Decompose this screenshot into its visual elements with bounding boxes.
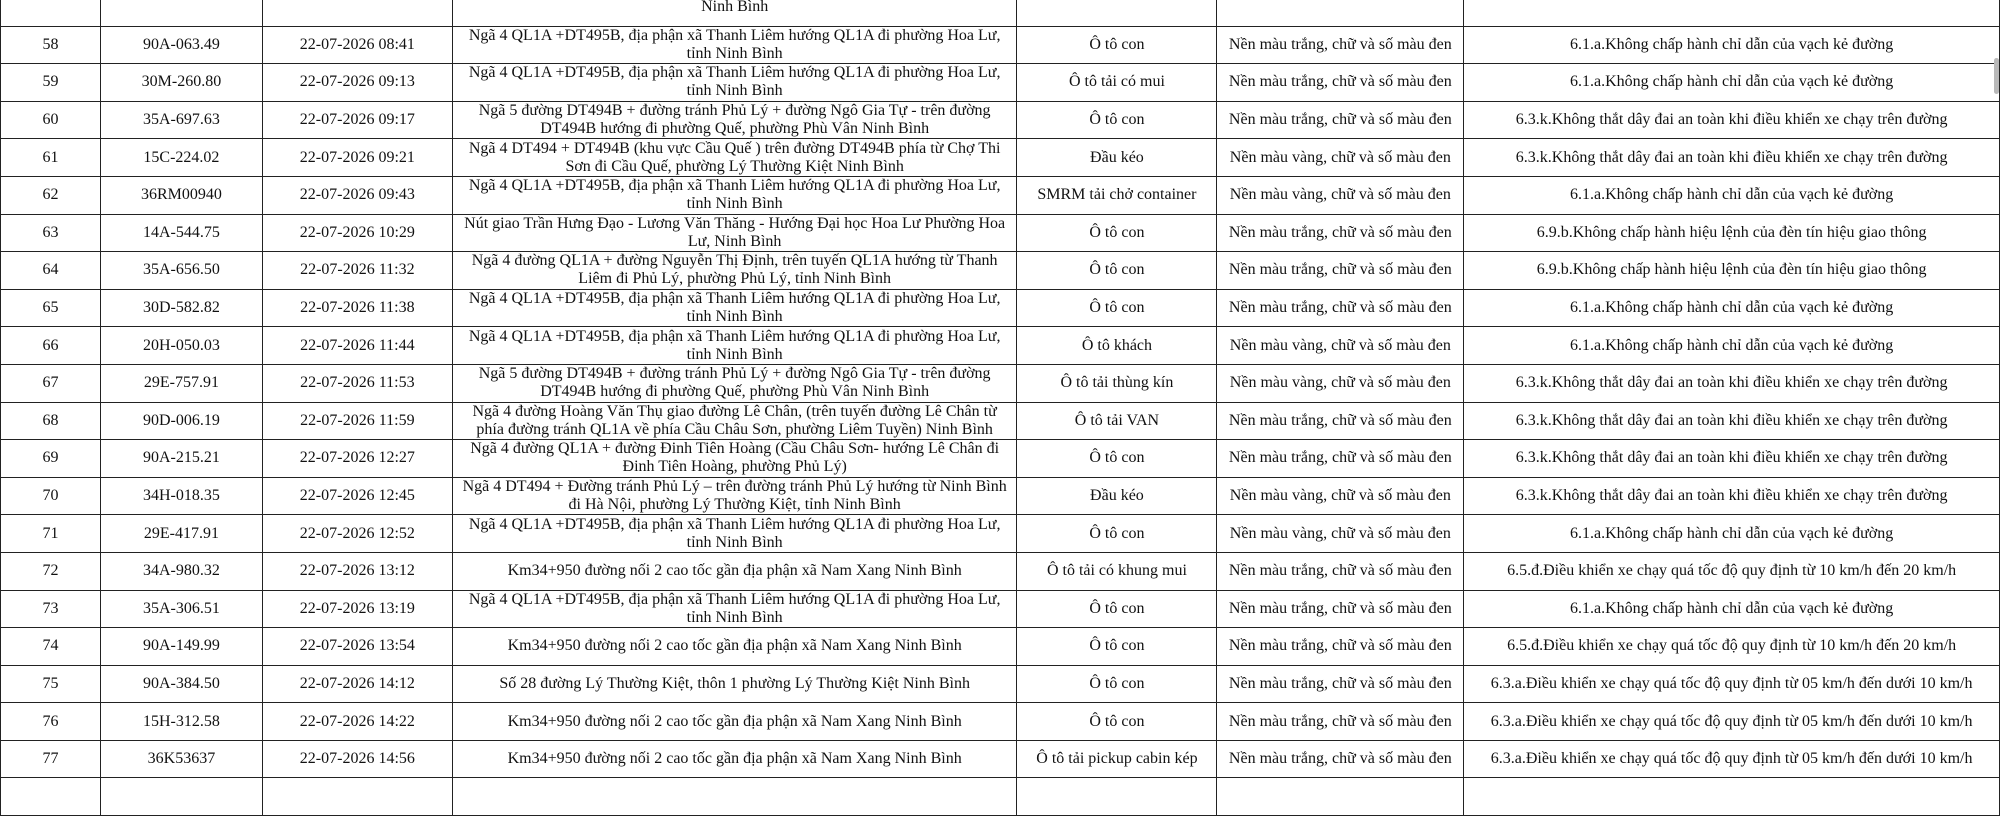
violation-time-cell: 22-07-2026 12:52 — [262, 515, 452, 553]
license-plate-cell: 29E-757.91 — [100, 364, 262, 402]
table-row — [1, 778, 2000, 816]
row-number-cell: 71 — [1, 515, 101, 553]
violation-description-cell: 6.3.a.Điều khiển xe chạy quá tốc độ quy định từ 05 km/h đến dưới 10 km/h — [1464, 703, 2000, 741]
violation-description-cell: 6.3.k.Không thắt dây đai an toàn khi điều khiển xe chạy trên đường — [1464, 440, 2000, 478]
table-row — [1, 64, 2000, 102]
license-plate-cell: 90A-063.49 — [100, 26, 262, 64]
violation-description-cell: 6.5.đ.Điều khiển xe chạy quá tốc độ quy định từ 10 km/h đến 20 km/h — [1464, 552, 2000, 590]
row-number-cell: 70 — [1, 477, 101, 515]
violation-location-cell: Ngã 4 QL1A +DT495B, địa phận xã Thanh Liêm hướng QL1A đi phường Hoa Lư, tỉnh Ninh Bình — [452, 176, 1017, 214]
table-row — [1, 289, 2000, 327]
vehicle-type-cell: Ô tô tải có khung mui — [1017, 552, 1217, 590]
violation-location-cell: Ninh Bình — [452, 0, 1017, 26]
violation-location-cell: Ngã 4 QL1A +DT495B, địa phận xã Thanh Liêm hướng QL1A đi phường Hoa Lư, tỉnh Ninh Bình — [452, 64, 1017, 102]
table-row — [1, 477, 2000, 515]
license-plate-cell: 90D-006.19 — [100, 402, 262, 440]
row-number-cell: 69 — [1, 440, 101, 478]
row-number-cell: 74 — [1, 628, 101, 666]
license-plate-cell: 15C-224.02 — [100, 139, 262, 177]
license-plate-cell: 36RM00940 — [100, 176, 262, 214]
table-row — [1, 628, 2000, 666]
violation-location-cell: Km34+950 đường nối 2 cao tốc gần địa phận xã Nam Xang Ninh Bình — [452, 703, 1017, 741]
violation-time-cell: 22-07-2026 10:29 — [262, 214, 452, 252]
violation-time-cell — [262, 0, 452, 26]
violation-description-cell: 6.9.b.Không chấp hành hiệu lệnh của đèn tín hiệu giao thông — [1464, 214, 2000, 252]
vehicle-type-cell: SMRM tải chở container — [1017, 176, 1217, 214]
row-number-cell: 76 — [1, 703, 101, 741]
violation-description-cell: 6.9.b.Không chấp hành hiệu lệnh của đèn tín hiệu giao thông — [1464, 252, 2000, 290]
violation-description-cell: 6.3.k.Không thắt dây đai an toàn khi điều khiển xe chạy trên đường — [1464, 364, 2000, 402]
row-number-cell: 73 — [1, 590, 101, 628]
row-number-cell: 63 — [1, 214, 101, 252]
plate-color-cell: Nền màu vàng, chữ và số màu đen — [1217, 327, 1464, 365]
row-number-cell: 65 — [1, 289, 101, 327]
vehicle-type-cell: Đầu kéo — [1017, 139, 1217, 177]
vehicle-type-cell — [1017, 0, 1217, 26]
plate-color-cell: Nền màu trắng, chữ và số màu đen — [1217, 740, 1464, 778]
violation-location-cell: Ngã 4 QL1A +DT495B, địa phận xã Thanh Liêm hướng QL1A đi phường Hoa Lư, tỉnh Ninh Bình — [452, 327, 1017, 365]
table-row — [1, 402, 2000, 440]
license-plate-cell: 90A-149.99 — [100, 628, 262, 666]
violation-description-cell: 6.3.k.Không thắt dây đai an toàn khi điều khiển xe chạy trên đường — [1464, 402, 2000, 440]
license-plate-cell: 35A-656.50 — [100, 252, 262, 290]
violation-description-cell — [1464, 778, 2000, 816]
vehicle-type-cell: Ô tô con — [1017, 590, 1217, 628]
violation-description-cell: 6.3.a.Điều khiển xe chạy quá tốc độ quy định từ 05 km/h đến dưới 10 km/h — [1464, 665, 2000, 703]
license-plate-cell: 35A-697.63 — [100, 101, 262, 139]
violation-location-cell: Ngã 5 đường DT494B + đường tránh Phủ Lý + đường Ngô Gia Tự - trên đường DT494B hướng đi phường Quế, phường Phù Vân Ninh Bình — [452, 364, 1017, 402]
row-number-cell: 59 — [1, 64, 101, 102]
license-plate-cell — [100, 0, 262, 26]
row-number-cell: 58 — [1, 26, 101, 64]
violation-location-cell: Số 28 đường Lý Thường Kiệt, thôn 1 phường Lý Thường Kiệt Ninh Bình — [452, 665, 1017, 703]
row-number-cell: 61 — [1, 139, 101, 177]
plate-color-cell: Nền màu trắng, chữ và số màu đen — [1217, 590, 1464, 628]
table-row — [1, 740, 2000, 778]
vehicle-type-cell: Ô tô con — [1017, 214, 1217, 252]
plate-color-cell: Nền màu trắng, chữ và số màu đen — [1217, 101, 1464, 139]
violation-description-cell: 6.1.a.Không chấp hành chỉ dẫn của vạch kẻ đường — [1464, 64, 2000, 102]
row-number-cell: 60 — [1, 101, 101, 139]
violation-description-cell: 6.3.k.Không thắt dây đai an toàn khi điều khiển xe chạy trên đường — [1464, 139, 2000, 177]
license-plate-cell: 90A-384.50 — [100, 665, 262, 703]
violation-location-cell: Ngã 4 QL1A +DT495B, địa phận xã Thanh Liêm hướng QL1A đi phường Hoa Lư, tỉnh Ninh Bình — [452, 289, 1017, 327]
plate-color-cell — [1217, 778, 1464, 816]
plate-color-cell: Nền màu trắng, chữ và số màu đen — [1217, 440, 1464, 478]
plate-color-cell: Nền màu vàng, chữ và số màu đen — [1217, 477, 1464, 515]
license-plate-cell: 34H-018.35 — [100, 477, 262, 515]
violation-location-cell: Nút giao Trần Hưng Đạo - Lương Văn Thăng - Hướng Đại học Hoa Lư Phường Hoa Lư, Ninh Bình — [452, 214, 1017, 252]
violation-location-cell — [452, 778, 1017, 816]
table-row — [1, 252, 2000, 290]
vehicle-type-cell: Ô tô tải VAN — [1017, 402, 1217, 440]
license-plate-cell: 30M-260.80 — [100, 64, 262, 102]
violation-time-cell: 22-07-2026 11:59 — [262, 402, 452, 440]
plate-color-cell: Nền màu trắng, chữ và số màu đen — [1217, 665, 1464, 703]
violation-time-cell: 22-07-2026 13:12 — [262, 552, 452, 590]
table-row — [1, 101, 2000, 139]
table-row — [1, 176, 2000, 214]
violation-location-cell: Ngã 4 QL1A +DT495B, địa phận xã Thanh Liêm hướng QL1A đi phường Hoa Lư, tỉnh Ninh Bình — [452, 26, 1017, 64]
vehicle-type-cell: Ô tô con — [1017, 628, 1217, 666]
plate-color-cell: Nền màu trắng, chữ và số màu đen — [1217, 252, 1464, 290]
plate-color-cell: Nền màu trắng, chữ và số màu đen — [1217, 214, 1464, 252]
plate-color-cell: Nền màu vàng, chữ và số màu đen — [1217, 515, 1464, 553]
violation-description-cell: 6.1.a.Không chấp hành chỉ dẫn của vạch kẻ đường — [1464, 515, 2000, 553]
vehicle-type-cell: Ô tô con — [1017, 289, 1217, 327]
table-row — [1, 0, 2000, 26]
violation-time-cell: 22-07-2026 11:53 — [262, 364, 452, 402]
violation-location-cell: Ngã 5 đường DT494B + đường tránh Phủ Lý + đường Ngô Gia Tự - trên đường DT494B hướng đi phường Quế, phường Phù Vân Ninh Bình — [452, 101, 1017, 139]
violation-time-cell — [262, 778, 452, 816]
plate-color-cell: Nền màu trắng, chữ và số màu đen — [1217, 402, 1464, 440]
violation-location-cell: Ngã 4 QL1A +DT495B, địa phận xã Thanh Liêm hướng QL1A đi phường Hoa Lư, tỉnh Ninh Bình — [452, 590, 1017, 628]
violation-description-cell: 6.3.a.Điều khiển xe chạy quá tốc độ quy định từ 05 km/h đến dưới 10 km/h — [1464, 740, 2000, 778]
table-row — [1, 515, 2000, 553]
row-number-cell: 67 — [1, 364, 101, 402]
violation-time-cell: 22-07-2026 09:13 — [262, 64, 452, 102]
row-number-cell: 64 — [1, 252, 101, 290]
row-number-cell: 77 — [1, 740, 101, 778]
violation-time-cell: 22-07-2026 09:21 — [262, 139, 452, 177]
table-row — [1, 590, 2000, 628]
violation-location-cell: Ngã 4 DT494 + DT494B (khu vực Cầu Quế ) trên đường DT494B phía từ Chợ Thi Sơn đi Cầu Quế, phường Lý Thường Kiệt Ninh Bình — [452, 139, 1017, 177]
violation-time-cell: 22-07-2026 11:38 — [262, 289, 452, 327]
violation-location-cell: Ngã 4 QL1A +DT495B, địa phận xã Thanh Liêm hướng QL1A đi phường Hoa Lư, tỉnh Ninh Bình — [452, 515, 1017, 553]
plate-color-cell — [1217, 0, 1464, 26]
row-number-cell: 75 — [1, 665, 101, 703]
plate-color-cell: Nền màu trắng, chữ và số màu đen — [1217, 26, 1464, 64]
license-plate-cell: 14A-544.75 — [100, 214, 262, 252]
plate-color-cell: Nền màu trắng, chữ và số màu đen — [1217, 552, 1464, 590]
row-number-cell: 62 — [1, 176, 101, 214]
license-plate-cell: 90A-215.21 — [100, 440, 262, 478]
row-number-cell: 72 — [1, 552, 101, 590]
plate-color-cell: Nền màu trắng, chữ và số màu đen — [1217, 64, 1464, 102]
violation-time-cell: 22-07-2026 14:22 — [262, 703, 452, 741]
plate-color-cell: Nền màu vàng, chữ và số màu đen — [1217, 364, 1464, 402]
license-plate-cell: 34A-980.32 — [100, 552, 262, 590]
vehicle-type-cell: Ô tô con — [1017, 252, 1217, 290]
license-plate-cell: 29E-417.91 — [100, 515, 262, 553]
violation-time-cell: 22-07-2026 09:43 — [262, 176, 452, 214]
violation-description-cell: 6.3.k.Không thắt dây đai an toàn khi điều khiển xe chạy trên đường — [1464, 101, 2000, 139]
table-row — [1, 665, 2000, 703]
violation-location-cell: Ngã 4 đường QL1A + đường Nguyễn Thị Định, trên tuyến QL1A hướng từ Thanh Liêm đi Phủ Lý, phường Phủ Lý, tỉnh Ninh Bình — [452, 252, 1017, 290]
violation-time-cell: 22-07-2026 13:54 — [262, 628, 452, 666]
table-row — [1, 327, 2000, 365]
license-plate-cell: 15H-312.58 — [100, 703, 262, 741]
violation-time-cell: 22-07-2026 12:27 — [262, 440, 452, 478]
table-row — [1, 214, 2000, 252]
violation-location-cell: Ngã 4 đường Hoàng Văn Thụ giao đường Lê Chân, (trên tuyến đường Lê Chân từ phía đường tránh QL1A về phía Cầu Châu Sơn, phường Liêm Tuyền) Ninh Bình — [452, 402, 1017, 440]
vehicle-type-cell: Ô tô con — [1017, 665, 1217, 703]
violation-description-cell: 6.1.a.Không chấp hành chỉ dẫn của vạch kẻ đường — [1464, 176, 2000, 214]
violation-time-cell: 22-07-2026 14:56 — [262, 740, 452, 778]
vehicle-type-cell: Ô tô con — [1017, 26, 1217, 64]
violation-time-cell: 22-07-2026 09:17 — [262, 101, 452, 139]
violation-description-cell: 6.1.a.Không chấp hành chỉ dẫn của vạch kẻ đường — [1464, 590, 2000, 628]
violation-time-cell: 22-07-2026 11:32 — [262, 252, 452, 290]
table-row — [1, 364, 2000, 402]
violation-time-cell: 22-07-2026 14:12 — [262, 665, 452, 703]
license-plate-cell: 20H-050.03 — [100, 327, 262, 365]
table-row — [1, 440, 2000, 478]
table-body — [1, 0, 2000, 816]
violation-location-cell: Km34+950 đường nối 2 cao tốc gần địa phận xã Nam Xang Ninh Bình — [452, 740, 1017, 778]
plate-color-cell: Nền màu vàng, chữ và số màu đen — [1217, 139, 1464, 177]
violation-location-cell: Km34+950 đường nối 2 cao tốc gần địa phận xã Nam Xang Ninh Bình — [452, 552, 1017, 590]
table-row — [1, 26, 2000, 64]
license-plate-cell: 36K53637 — [100, 740, 262, 778]
vehicle-type-cell: Ô tô con — [1017, 440, 1217, 478]
plate-color-cell: Nền màu trắng, chữ và số màu đen — [1217, 703, 1464, 741]
row-number-cell — [1, 0, 101, 26]
violation-description-cell: 6.1.a.Không chấp hành chỉ dẫn của vạch kẻ đường — [1464, 26, 2000, 64]
violation-description-cell: 6.1.a.Không chấp hành chỉ dẫn của vạch kẻ đường — [1464, 327, 2000, 365]
table-row — [1, 552, 2000, 590]
violation-time-cell: 22-07-2026 12:45 — [262, 477, 452, 515]
table-row — [1, 703, 2000, 741]
vehicle-type-cell — [1017, 778, 1217, 816]
violation-location-cell: Km34+950 đường nối 2 cao tốc gần địa phận xã Nam Xang Ninh Bình — [452, 628, 1017, 666]
violation-time-cell: 22-07-2026 11:44 — [262, 327, 452, 365]
plate-color-cell: Nền màu trắng, chữ và số màu đen — [1217, 628, 1464, 666]
violation-time-cell: 22-07-2026 08:41 — [262, 26, 452, 64]
violation-description-cell: 6.3.k.Không thắt dây đai an toàn khi điều khiển xe chạy trên đường — [1464, 477, 2000, 515]
row-number-cell — [1, 778, 101, 816]
vehicle-type-cell: Ô tô tải có mui — [1017, 64, 1217, 102]
license-plate-cell: 35A-306.51 — [100, 590, 262, 628]
row-number-cell: 68 — [1, 402, 101, 440]
vehicle-type-cell: Ô tô con — [1017, 703, 1217, 741]
vehicle-type-cell: Ô tô tải thùng kín — [1017, 364, 1217, 402]
plate-color-cell: Nền màu vàng, chữ và số màu đen — [1217, 176, 1464, 214]
table-row — [1, 139, 2000, 177]
vehicle-type-cell: Ô tô con — [1017, 101, 1217, 139]
vehicle-type-cell: Ô tô con — [1017, 515, 1217, 553]
vehicle-type-cell: Ô tô tải pickup cabin kép — [1017, 740, 1217, 778]
violation-location-cell: Ngã 4 đường QL1A + đường Đinh Tiên Hoàng (Cầu Châu Sơn- hướng Lê Chân đi Đinh Tiên Hoàng, phường Phủ Lý) — [452, 440, 1017, 478]
violation-description-cell — [1464, 0, 2000, 26]
license-plate-cell: 30D-582.82 — [100, 289, 262, 327]
scrollbar-thumb[interactable] — [1994, 58, 1999, 94]
violation-time-cell: 22-07-2026 13:19 — [262, 590, 452, 628]
vehicle-type-cell: Ô tô khách — [1017, 327, 1217, 365]
violation-description-cell: 6.1.a.Không chấp hành chỉ dẫn của vạch kẻ đường — [1464, 289, 2000, 327]
violation-location-cell: Ngã 4 DT494 + Đường tránh Phủ Lý – trên đường tránh Phủ Lý hướng từ Ninh Bình đi Hà Nội, phường Lý Thường Kiệt, tỉnh Ninh Bình — [452, 477, 1017, 515]
row-number-cell: 66 — [1, 327, 101, 365]
vehicle-type-cell: Đầu kéo — [1017, 477, 1217, 515]
plate-color-cell: Nền màu trắng, chữ và số màu đen — [1217, 289, 1464, 327]
license-plate-cell — [100, 778, 262, 816]
violation-description-cell: 6.5.đ.Điều khiển xe chạy quá tốc độ quy định từ 10 km/h đến 20 km/h — [1464, 628, 2000, 666]
